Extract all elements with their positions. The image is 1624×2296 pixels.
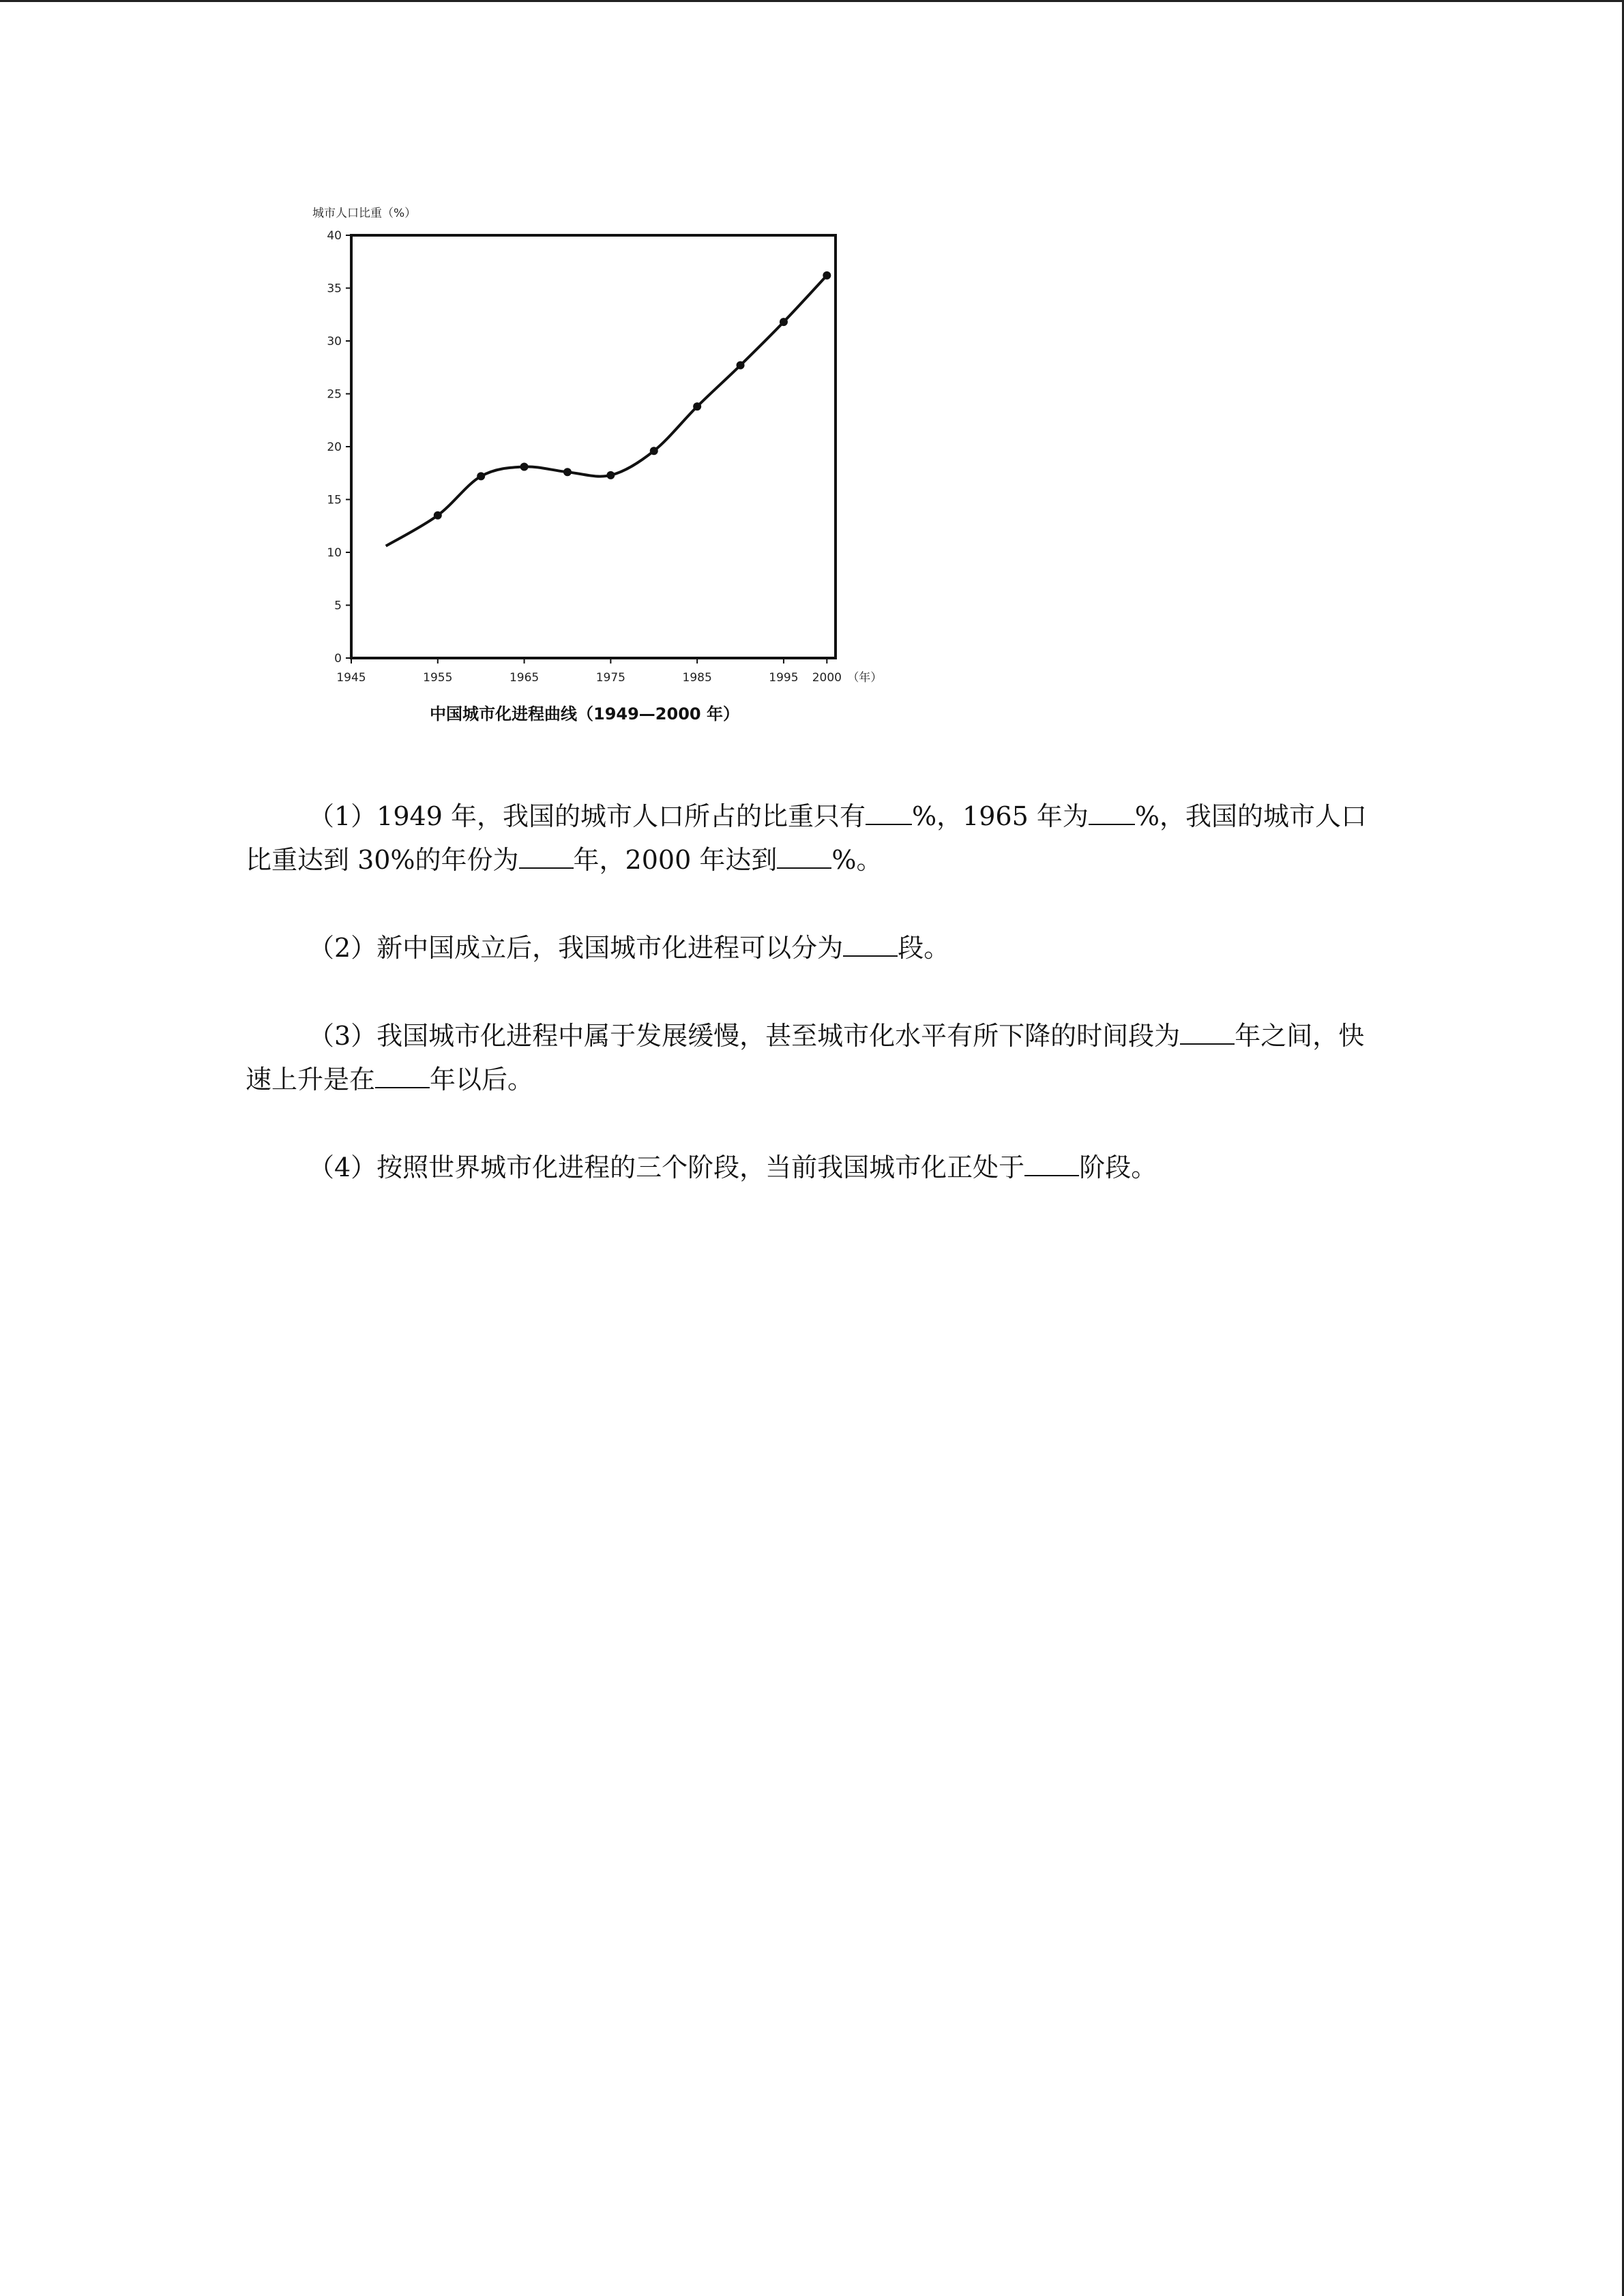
y-tick-label: 30 [327, 335, 342, 348]
q1-text-2: %，1965 年为 [911, 801, 1089, 831]
y-tick-label: 25 [327, 387, 342, 402]
y-tick-label: 20 [327, 441, 342, 454]
plot-frame [351, 235, 836, 658]
x-tick-label: 1965 [509, 671, 540, 685]
x-axis [336, 658, 842, 685]
answer-blank[interactable] [866, 801, 912, 825]
data-point [520, 462, 529, 471]
urbanization-chart [293, 198, 907, 730]
data-points [434, 271, 831, 520]
data-point [563, 468, 572, 476]
q1-text-3: %，我国的城市人口比重达到 30%的年份为 [246, 801, 1367, 875]
question-list [246, 794, 1378, 1234]
q3-text-3: 年以后。 [430, 1064, 534, 1094]
chart-ylabel: 城市人口比重（%） [312, 207, 417, 220]
y-tick-label: 40 [327, 229, 342, 243]
answer-blank[interactable] [1180, 1020, 1235, 1045]
answer-blank[interactable] [519, 844, 574, 869]
question-2 [246, 926, 1378, 970]
question-1 [246, 794, 1378, 882]
x-tick-label: 1985 [682, 671, 712, 685]
question-3 [246, 1014, 1378, 1101]
q1-text-1: （1）1949 年，我国的城市人口所占的比重只有 [308, 801, 866, 831]
y-axis [327, 229, 351, 666]
answer-blank[interactable] [1024, 1152, 1079, 1176]
data-point [823, 271, 831, 280]
data-point [780, 318, 788, 326]
page-border-top [0, 0, 1624, 2]
y-tick-label: 35 [327, 282, 342, 296]
data-point [693, 402, 701, 411]
data-point [737, 361, 745, 370]
y-tick-label: 15 [327, 493, 342, 507]
x-tick-label: 1995 [769, 671, 799, 685]
y-tick-label: 5 [334, 599, 342, 613]
q4-text-2: 阶段。 [1079, 1152, 1157, 1182]
y-tick-label: 0 [334, 652, 342, 666]
data-point [606, 471, 615, 479]
q1-text-4: 年，2000 年达到 [573, 845, 778, 875]
x-tick-label: 2000 [812, 671, 842, 685]
answer-blank[interactable] [375, 1064, 430, 1088]
q3-text-1: （3）我国城市化进程中属于发展缓慢，甚至城市化水平有所下降的时间段为 [308, 1021, 1181, 1051]
series-line [386, 275, 827, 546]
q2-text-1: （2）新中国成立后，我国城市化进程可以分为 [308, 933, 844, 963]
q2-text-2: 段。 [898, 933, 950, 963]
q3-text-2: 年之间，快速上升是在 [246, 1021, 1365, 1094]
chart-caption: 中国城市化进程曲线（1949—2000 年） [430, 704, 739, 724]
chart-svg [293, 198, 907, 730]
q4-text-1: （4）按照世界城市化进程的三个阶段，当前我国城市化正处于 [308, 1152, 1025, 1182]
data-point [477, 472, 485, 480]
x-tick-label: 1975 [595, 671, 625, 685]
x-tick-label: 1955 [423, 671, 453, 685]
answer-blank[interactable] [843, 932, 898, 957]
data-point [650, 447, 658, 455]
data-point [434, 511, 442, 520]
q1-text-5: %。 [831, 845, 883, 875]
answer-blank[interactable] [777, 844, 831, 869]
y-tick-label: 10 [327, 546, 342, 560]
question-4 [246, 1146, 1378, 1189]
x-tick-label: 1945 [336, 671, 366, 685]
answer-blank[interactable] [1089, 801, 1135, 825]
x-unit-label: （年） [847, 671, 883, 685]
